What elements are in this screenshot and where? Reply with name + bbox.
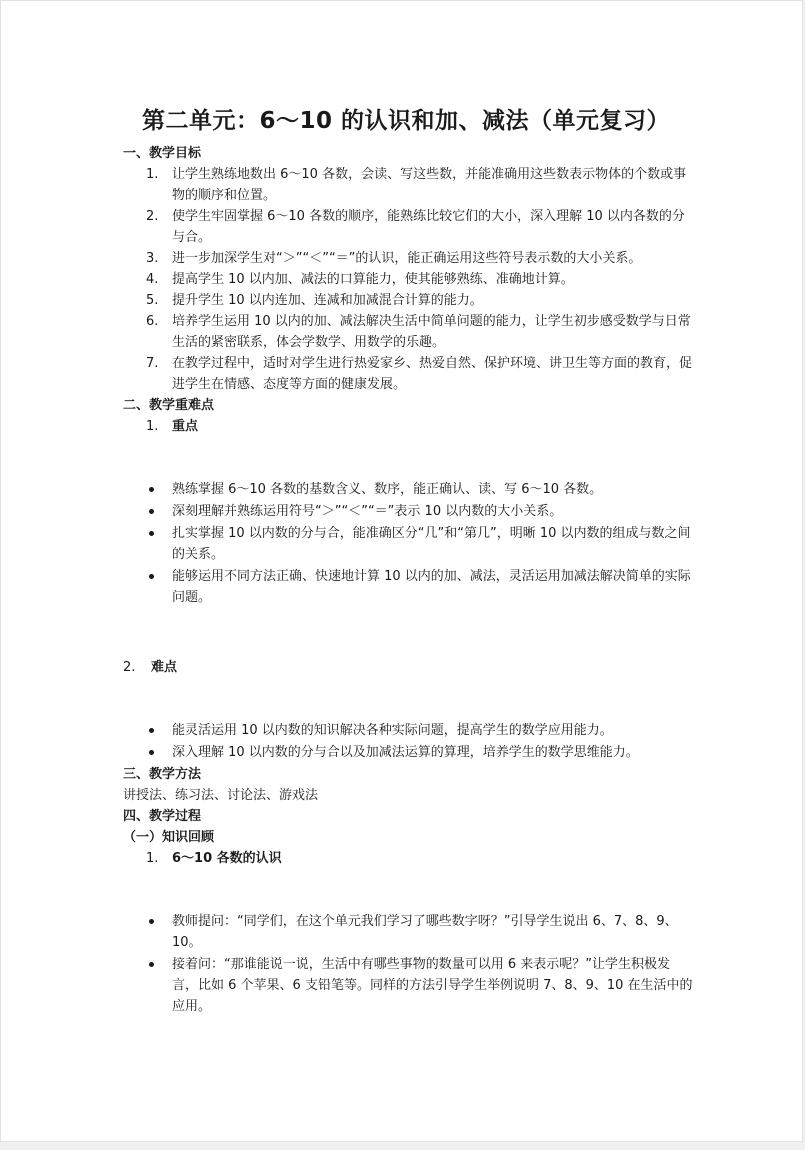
list-item: 能够运用不同方法正确、快速地计算 10 以内的加、减法，灵活运用加减法解决简单的实际问题。 xyxy=(123,566,693,608)
list-item: 深入理解 10 以内数的分与合以及加减法运算的算理，培养学生的数学思维能力。 xyxy=(123,742,693,763)
section-heading-methods: 三、教学方法 xyxy=(123,767,202,782)
list-item: 熟练掌握 6～10 各数的基数含义、数序，能正确认、读、写 6～10 各数。 xyxy=(123,479,693,500)
list-item: 能灵活运用 10 以内数的知识解决各种实际问题，提高学生的数学应用能力。 xyxy=(123,720,693,741)
section-heading-objectives: 一、教学目标 xyxy=(123,146,202,161)
subheading-difficult: 2. 难点 xyxy=(123,660,178,675)
subheading-key: 1. 重点 xyxy=(146,419,199,434)
list-item: 扎实掌握 10 以内数的分与合，能准确区分“几”和“第几”，明晰 10 以内数的组成与数之间的关系。 xyxy=(123,523,693,565)
page-title: 第二单元：6～10 的认识和加、减法（单元复习） xyxy=(141,108,671,134)
list-item: 深刻理解并熟练运用符号“＞”“＜”“＝”表示 10 以内数的大小关系。 xyxy=(123,501,693,522)
process-list xyxy=(123,848,693,869)
key-points-list xyxy=(123,416,693,437)
key-bullets xyxy=(123,479,693,608)
subheading-numbers: 1. 6～10 各数的认识 xyxy=(146,851,282,866)
process-bullets xyxy=(123,911,693,1017)
list-item: 4. 提高学生 10 以内加、减法的口算能力，使其能够熟练、准确地计算。 xyxy=(146,272,574,287)
list-item: 2. 使学生牢固掌握 6～10 各数的顺序，能熟练比较它们的大小，深入理解 10 以内各数的分与合。 xyxy=(146,209,685,245)
list-item: 7. 在教学过程中，适时对学生进行热爱家乡、热爱自然、保护环境、讲卫生等方面的教育，促进学生在情感、态度等方面的健康发展。 xyxy=(146,356,693,392)
list-item: 接着问：“那谁能说一说，生活中有哪些事物的数量可以用 6 来表示呢？”让学生积极发言，比如 6 个苹果、6 支铅笔等。同样的方法引导学生举例说明 7、8、9、10 在生活中的应用。 xyxy=(123,954,693,1017)
section-heading-key-points: 二、教学重难点 xyxy=(123,398,215,413)
methods-text: 讲授法、练习法、讨论法、游戏法 xyxy=(123,788,319,803)
difficult-bullets xyxy=(123,720,693,763)
list-item: 1. 让学生熟练地数出 6～10 各数，会读、写这些数，并能准确用这些数表示物体的个数或事物的顺序和位置。 xyxy=(146,167,687,203)
list-item: 教师提问：“同学们，在这个单元我们学习了哪些数字呀？”引导学生说出 6、7、8、9、10。 xyxy=(123,911,693,953)
objectives-list xyxy=(123,164,693,395)
subsection-review: （一）知识回顾 xyxy=(123,830,215,845)
section-heading-process: 四、教学过程 xyxy=(123,809,202,824)
list-item: 6. 培养学生运用 10 以内的加、减法解决生活中简单问题的能力，让学生初步感受数学与日常生活的紧密联系，体会学数学、用数学的乐趣。 xyxy=(146,314,691,350)
document-content xyxy=(123,105,693,1018)
list-item: 3. 进一步加深学生对“＞”“＜”“＝”的认识，能正确运用这些符号表示数的大小关系。 xyxy=(146,251,642,266)
list-item: 5. 提升学生 10 以内连加、连减和加减混合计算的能力。 xyxy=(146,293,483,308)
